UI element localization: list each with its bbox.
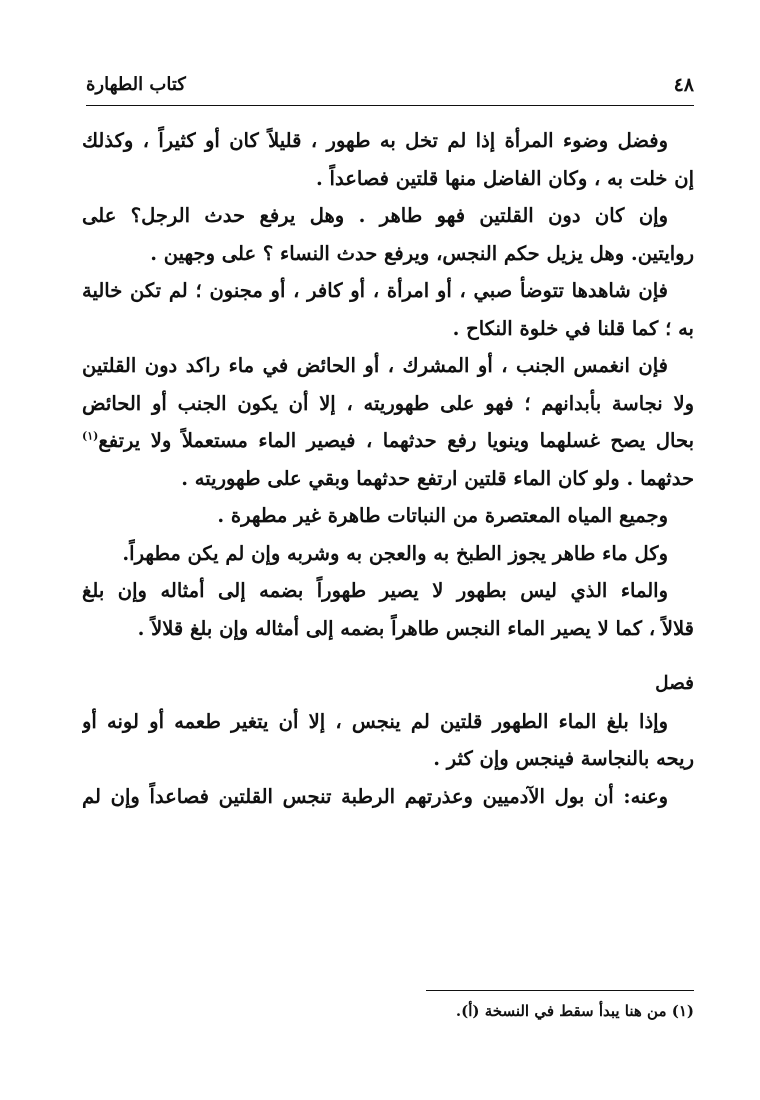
header-rule bbox=[86, 105, 694, 106]
footnote-rule bbox=[426, 990, 694, 991]
footnote bbox=[300, 1002, 694, 1020]
body-text bbox=[82, 122, 694, 815]
text-line: وإن كان دون القلتين فهو طاهر . وهل يرفع حدث الرجل؟ على bbox=[82, 204, 668, 227]
text-line: ولا نجاسة بأبدانهم ؛ فهو على طهوريته ، إلا أن يكون الجنب أو الحائض bbox=[82, 391, 694, 415]
page-number: ٤٨ bbox=[673, 74, 694, 96]
text-line: وإذا بلغ الماء الطهور قلتين لم ينجس ، إلا أن يتغير طعمه أو لونه أو bbox=[82, 709, 668, 733]
text-line: وجميع المياه المعتصرة من النباتات طاهرة غير مطهرة . bbox=[217, 504, 668, 527]
footnote-number: (١) bbox=[671, 1002, 694, 1020]
page-header bbox=[86, 74, 694, 104]
text-line: إن خلت به ، وكان الفاضل منها قلتين فصاعداً . bbox=[315, 166, 694, 190]
footnote-text: من هنا يبدأ سقط في النسخة (أ). bbox=[455, 1002, 667, 1020]
section-gap bbox=[82, 647, 694, 665]
text-line: به ؛ كما قلنا في خلوة النكاح . bbox=[452, 316, 694, 340]
text-line: قلالاً ، كما لا يصير الماء النجس طاهراً بضمه إلى أمثاله وإن بلغ قلالاً . bbox=[137, 616, 694, 640]
footnote-marker: (١) bbox=[82, 429, 99, 443]
section-heading: فصل bbox=[655, 673, 694, 694]
text-line: وكل ماء طاهر يجوز الطبخ به والعجن به وشربه وإن لم يكن مطهراً. bbox=[122, 541, 668, 565]
text-line: فإن شاهدها تتوضأ صبي ، أو امرأة ، أو كافر ، أو مجنون ؛ لم تكن خالية bbox=[82, 279, 668, 302]
text-line: ريحه بالنجاسة فينجس وإن كثر . bbox=[433, 747, 694, 770]
text-line-with-footnote bbox=[82, 422, 694, 460]
text-span: بحال يصح غسلهما وينويا رفع حدثهما ، فيصير الماء مستعملاً ولا يرتفع bbox=[98, 429, 694, 452]
text-line: فإن انغمس الجنب ، أو المشرك ، أو الحائض في ماء راكد دون القلتين bbox=[82, 354, 668, 377]
text-line: وعنه: أن بول الآدميين وعذرتهم الرطبة تنجس القلتين فصاعداً وإن لم bbox=[82, 784, 668, 808]
text-line: وفضل وضوء المرأة إذا لم تخل به طهور ، قليلاً كان أو كثيراً ، وكذلك bbox=[82, 129, 668, 152]
running-title: كتاب الطهارة bbox=[86, 74, 186, 95]
text-line: حدثهما . ولو كان الماء قلتين ارتفع حدثهما وبقي على طهوريته . bbox=[181, 466, 694, 490]
text-line: روايتين. وهل يزيل حكم النجس، ويرفع حدث النساء ؟ على وجهين . bbox=[150, 241, 694, 265]
text-line: والماء الذي ليس بطهور لا يصير طهوراً بضمه إلى أمثاله وإن بلغ bbox=[82, 579, 668, 602]
